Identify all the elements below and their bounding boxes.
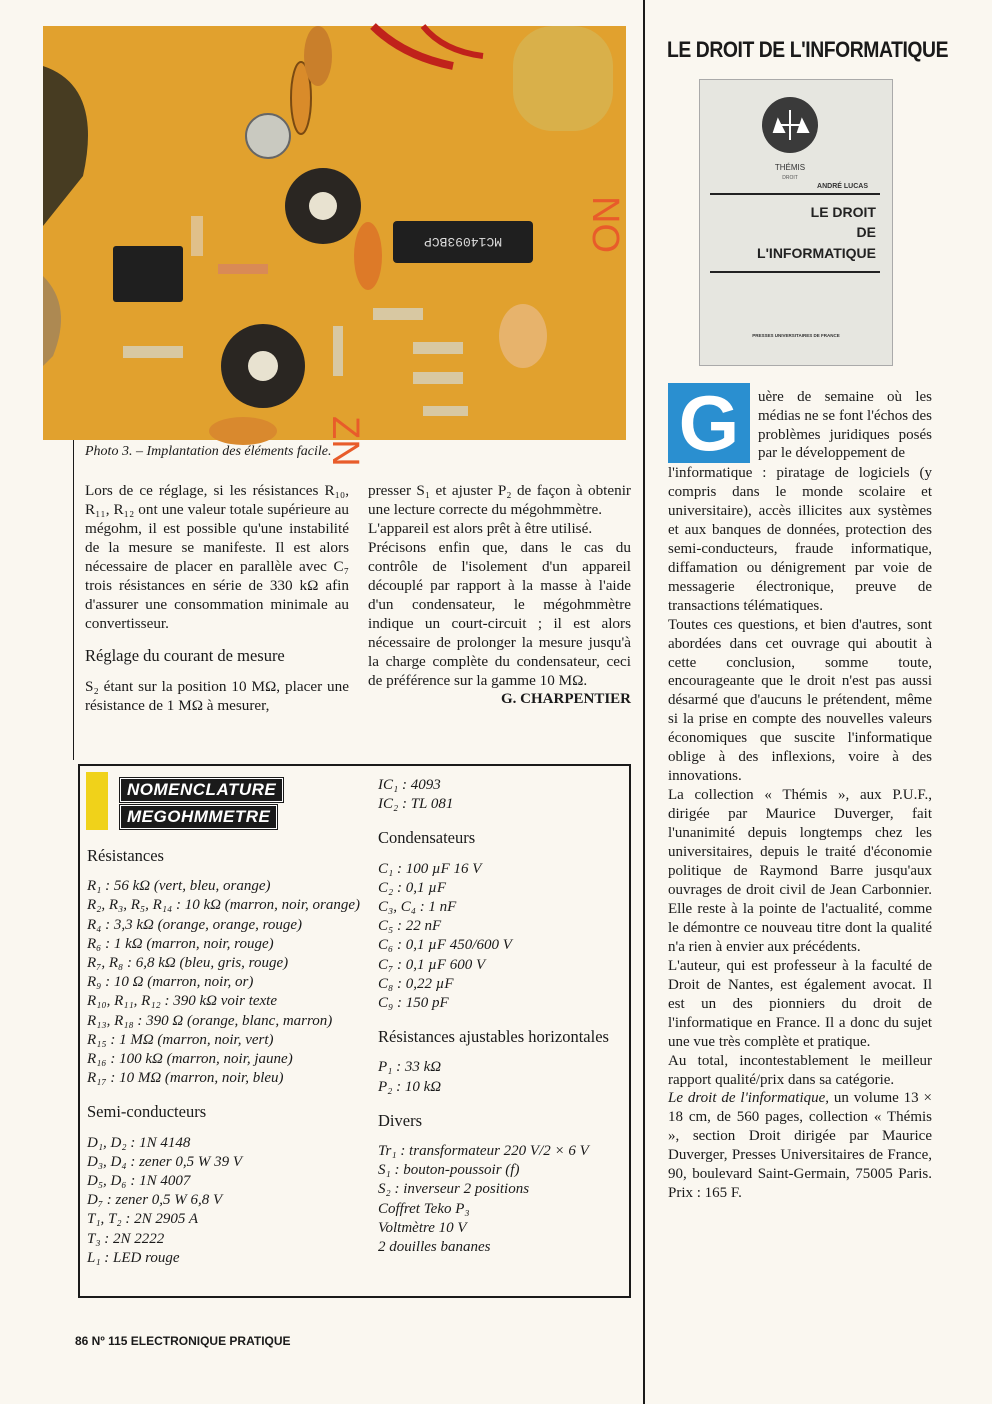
article-paragraph: S₂ étant sur la position 10 MΩ, placer une résistance de 1 MΩ à mesurer, bbox=[85, 678, 349, 714]
svg-text:ZN: ZN bbox=[324, 416, 366, 467]
nomenclature-item: C₈ : 0,22 µF bbox=[378, 975, 454, 992]
sidebar-paragraph: Toutes ces questions, et bien d'autres, sont abordées dans cet ouvrage qui aboutit à cette conclusion, somme toute, encourageante que le droit n'est pas aussi désarmé que d'aucuns le prétendent, même si la prise en compte des nouvelles valeurs économiques que suscite l'informatique oblige à des inflexions, voire à des innovations. bbox=[668, 616, 932, 785]
article-paragraph: Lors de ce réglage, si les résistances R₁₀, R₁₁, R₁₂ ont une valeur totale supérieure au mégohm, il est possible qu'une instabilité de la mesure se manifeste. Il est alors nécessaire de placer en parallèle avec C₇ trois résistances en série de 330 kΩ afin d'assurer une consommation minimale au convertisseur. bbox=[85, 482, 349, 632]
article-column-1 bbox=[85, 481, 349, 715]
book-title-italic: Le droit de l'informatique, bbox=[668, 1090, 830, 1107]
yellow-marker bbox=[86, 772, 108, 830]
page-gutter-rule bbox=[643, 0, 645, 1404]
nomenclature-item: Tr₁ : transformateur 220 V/2 × 6 V bbox=[378, 1143, 589, 1160]
nomenclature-subtitle: MEGOHMMETRE bbox=[120, 805, 277, 829]
nomenclature-item: IC₂ : TL 081 bbox=[378, 796, 454, 813]
nomenclature-item: R₆ : 1 kΩ (marron, noir, rouge) bbox=[87, 935, 274, 952]
nomenclature-item: C₂ : 0,1 µF bbox=[378, 879, 447, 896]
sidebar-paragraph: La collection « Thémis », aux P.U.F., dirigée par Maurice Duverger, fait l'unanimité depuis longtemps chez les universitaires, depuis le traité d'économie politique de Raymond Barre jusqu'aux ouvrages de droit civil de Jean Carbonnier. Elle reste à la pointe de l'actualité, comme le démontre ce nouveau titre dont la qualité n'a rien à envier aux précédents. bbox=[668, 787, 932, 955]
book-subcollection: DROIT bbox=[782, 175, 798, 181]
nomenclature-item: S₁ : bouton-poussoir (f) bbox=[378, 1162, 520, 1179]
nomenclature-item: P₂ : 10 kΩ bbox=[378, 1078, 442, 1095]
nomenclature-right-list bbox=[378, 776, 628, 1257]
nomenclature-item: R₉ : 10 Ω (marron, noir, or) bbox=[87, 974, 254, 991]
nomenclature-section-heading: Résistances ajustables horizontales bbox=[378, 1027, 609, 1047]
photo-caption: Photo 3. – Implantation des éléments facile. bbox=[85, 444, 332, 459]
drop-cap: G bbox=[668, 383, 750, 463]
book-title-line2: DE bbox=[856, 224, 876, 240]
nomenclature-item: R₁ : 56 kΩ (vert, bleu, orange) bbox=[87, 878, 271, 895]
svg-text:NO: NO bbox=[584, 196, 626, 253]
sidebar-paragraph: L'auteur, qui est professeur à la faculté de Droit de Nantes, est également avocat. Il est un des pionniers du droit de l'informatique en France. Il a donc du sujet une vue très complète et pratique. bbox=[668, 957, 932, 1050]
nomenclature-item: C₆ : 0,1 µF 450/600 V bbox=[378, 937, 512, 954]
nomenclature-item: C₅ : 22 nF bbox=[378, 918, 442, 935]
nomenclature-item: C₇ : 0,1 µF 600 V bbox=[378, 956, 486, 973]
book-cover-art bbox=[700, 80, 892, 365]
nomenclature-item: D₅, D₆ : 1N 4007 bbox=[87, 1173, 191, 1190]
nomenclature-item: C₃, C₄ : 1 nF bbox=[378, 899, 457, 916]
nomenclature-section-heading: Divers bbox=[378, 1110, 422, 1130]
nomenclature-item: R₁₃, R₁₈ : 390 Ω (orange, blanc, marron) bbox=[87, 1012, 333, 1029]
book-collection: THÉMIS bbox=[774, 163, 806, 172]
nomenclature-item: S₂ : inverseur 2 positions bbox=[378, 1181, 530, 1198]
book-title-line3: L'INFORMATIQUE bbox=[757, 245, 876, 261]
nomenclature-item: Voltmètre 10 V bbox=[378, 1219, 467, 1236]
nomenclature-section-heading: Condensateurs bbox=[378, 828, 476, 848]
sidebar-paragraph: Au total, incontestablement le meilleur rapport qualité/prix dans sa catégorie. bbox=[668, 1052, 932, 1088]
nomenclature-item: C₁ : 100 µF 16 V bbox=[378, 860, 482, 877]
nomenclature-item: D₇ : zener 0,5 W 6,8 V bbox=[87, 1192, 223, 1209]
nomenclature-item: R₂, R₃, R₅, R₁₄ : 10 kΩ (marron, noir, orange) bbox=[87, 897, 361, 914]
article-paragraph: Précisons enfin que, dans le cas du contrôle de l'isolement d'un appareil découplé par rapport à la masse à l'aide d'un condensateur, le mégohmmètre indique un court-circuit ; il est alors nécessaire de prolonger la mesure jusqu'à la charge complète du condensateur, ceci de préférence sur la gamme 10 MΩ. bbox=[368, 539, 631, 689]
sidebar-text-first bbox=[758, 388, 932, 463]
nomenclature-item: L₁ : LED rouge bbox=[87, 1249, 180, 1266]
nomenclature-item: R₁₅ : 1 MΩ (marron, noir, vert) bbox=[87, 1031, 274, 1048]
nomenclature-item: D₃, D₄ : zener 0,5 W 39 V bbox=[87, 1153, 242, 1170]
article-paragraph: L'appareil est alors prêt à être utilisé. bbox=[368, 520, 593, 537]
nomenclature-item: Coffret Teko P₃ bbox=[378, 1200, 470, 1217]
sidebar-text bbox=[668, 464, 932, 1203]
ic-label: MC14093BCP bbox=[423, 234, 503, 249]
book-author: ANDRÉ LUCAS bbox=[817, 183, 868, 190]
nomenclature-item: IC₁ : 4093 bbox=[378, 777, 441, 793]
nomenclature-item: P₁ : 33 kΩ bbox=[378, 1059, 442, 1076]
nomenclature-item: T₃ : 2N 2222 bbox=[87, 1230, 165, 1247]
nomenclature-item: R₁₆ : 100 kΩ (marron, noir, jaune) bbox=[87, 1051, 293, 1068]
book-publisher: PRESSES UNIVERSITAIRES DE FRANCE bbox=[752, 333, 840, 338]
nomenclature-item: C₉ : 150 pF bbox=[378, 995, 449, 1012]
nomenclature-section-heading: Semi-conducteurs bbox=[87, 1102, 207, 1122]
nomenclature-item: R₇, R₈ : 6,8 kΩ (bleu, gris, rouge) bbox=[87, 955, 289, 972]
author-signature: G. CHARPENTIER bbox=[500, 691, 631, 707]
sidebar-paragraph-continued: l'informatique : piratage de logiciels (y compris dans le monde scolaire et universitaire), accès illicites aux systèmes et aux banques de données, protection des semi-conducteurs, fraude informatique, diffamation ou dénigrement par voie de messagerie électronique, preuve de transactions télématiques. bbox=[668, 465, 932, 614]
nomenclature-section-heading: Résistances bbox=[87, 846, 164, 865]
nomenclature-title: NOMENCLATURE bbox=[120, 778, 283, 802]
article-paragraph: presser S₁ et ajuster P₂ de façon à obtenir une lecture correcte du mégohmmètre. bbox=[368, 482, 631, 518]
nomenclature-left-list bbox=[87, 832, 369, 1268]
nomenclature-item: R₁₀, R₁₁, R₁₂ : 390 kΩ voir texte bbox=[87, 993, 277, 1010]
book-cover bbox=[699, 79, 893, 366]
book-details: un volume 13 × 18 cm, de 560 pages, collection « Thémis », section Droit dirigée par Maurice Duverger, Presses Universitaires de France, 90, boulevard Saint-Germain, 75005 Paris. Prix : 165 F. bbox=[668, 1090, 932, 1202]
nomenclature-item: D₁, D₂ : 1N 4148 bbox=[87, 1134, 191, 1151]
nomenclature-item: R₁₇ : 10 MΩ (marron, noir, bleu) bbox=[87, 1070, 284, 1087]
nomenclature-item: 2 douilles bananes bbox=[378, 1239, 491, 1256]
nomenclature-box bbox=[78, 764, 631, 1298]
page-footer: 86 Nº 115 ELECTRONIQUE PRATIQUE bbox=[75, 1334, 291, 1348]
nomenclature-item: T₁, T₂ : 2N 2905 A bbox=[87, 1211, 199, 1228]
section-heading: Réglage du courant de mesure bbox=[85, 646, 285, 665]
book-title-line1: LE DROIT bbox=[810, 204, 876, 220]
sidebar-title: LE DROIT DE L'INFORMATIQUE bbox=[667, 37, 949, 62]
nomenclature-item: R₄ : 3,3 kΩ (orange, orange, rouge) bbox=[87, 916, 303, 933]
article-column-2 bbox=[368, 481, 631, 709]
sidebar-paragraph-final bbox=[668, 1089, 932, 1203]
left-column-rule bbox=[73, 440, 74, 760]
sidebar-paragraph-first: uère de semaine où les médias ne se font l'échos des problèmes juridiques posés par le développement de bbox=[758, 389, 932, 462]
